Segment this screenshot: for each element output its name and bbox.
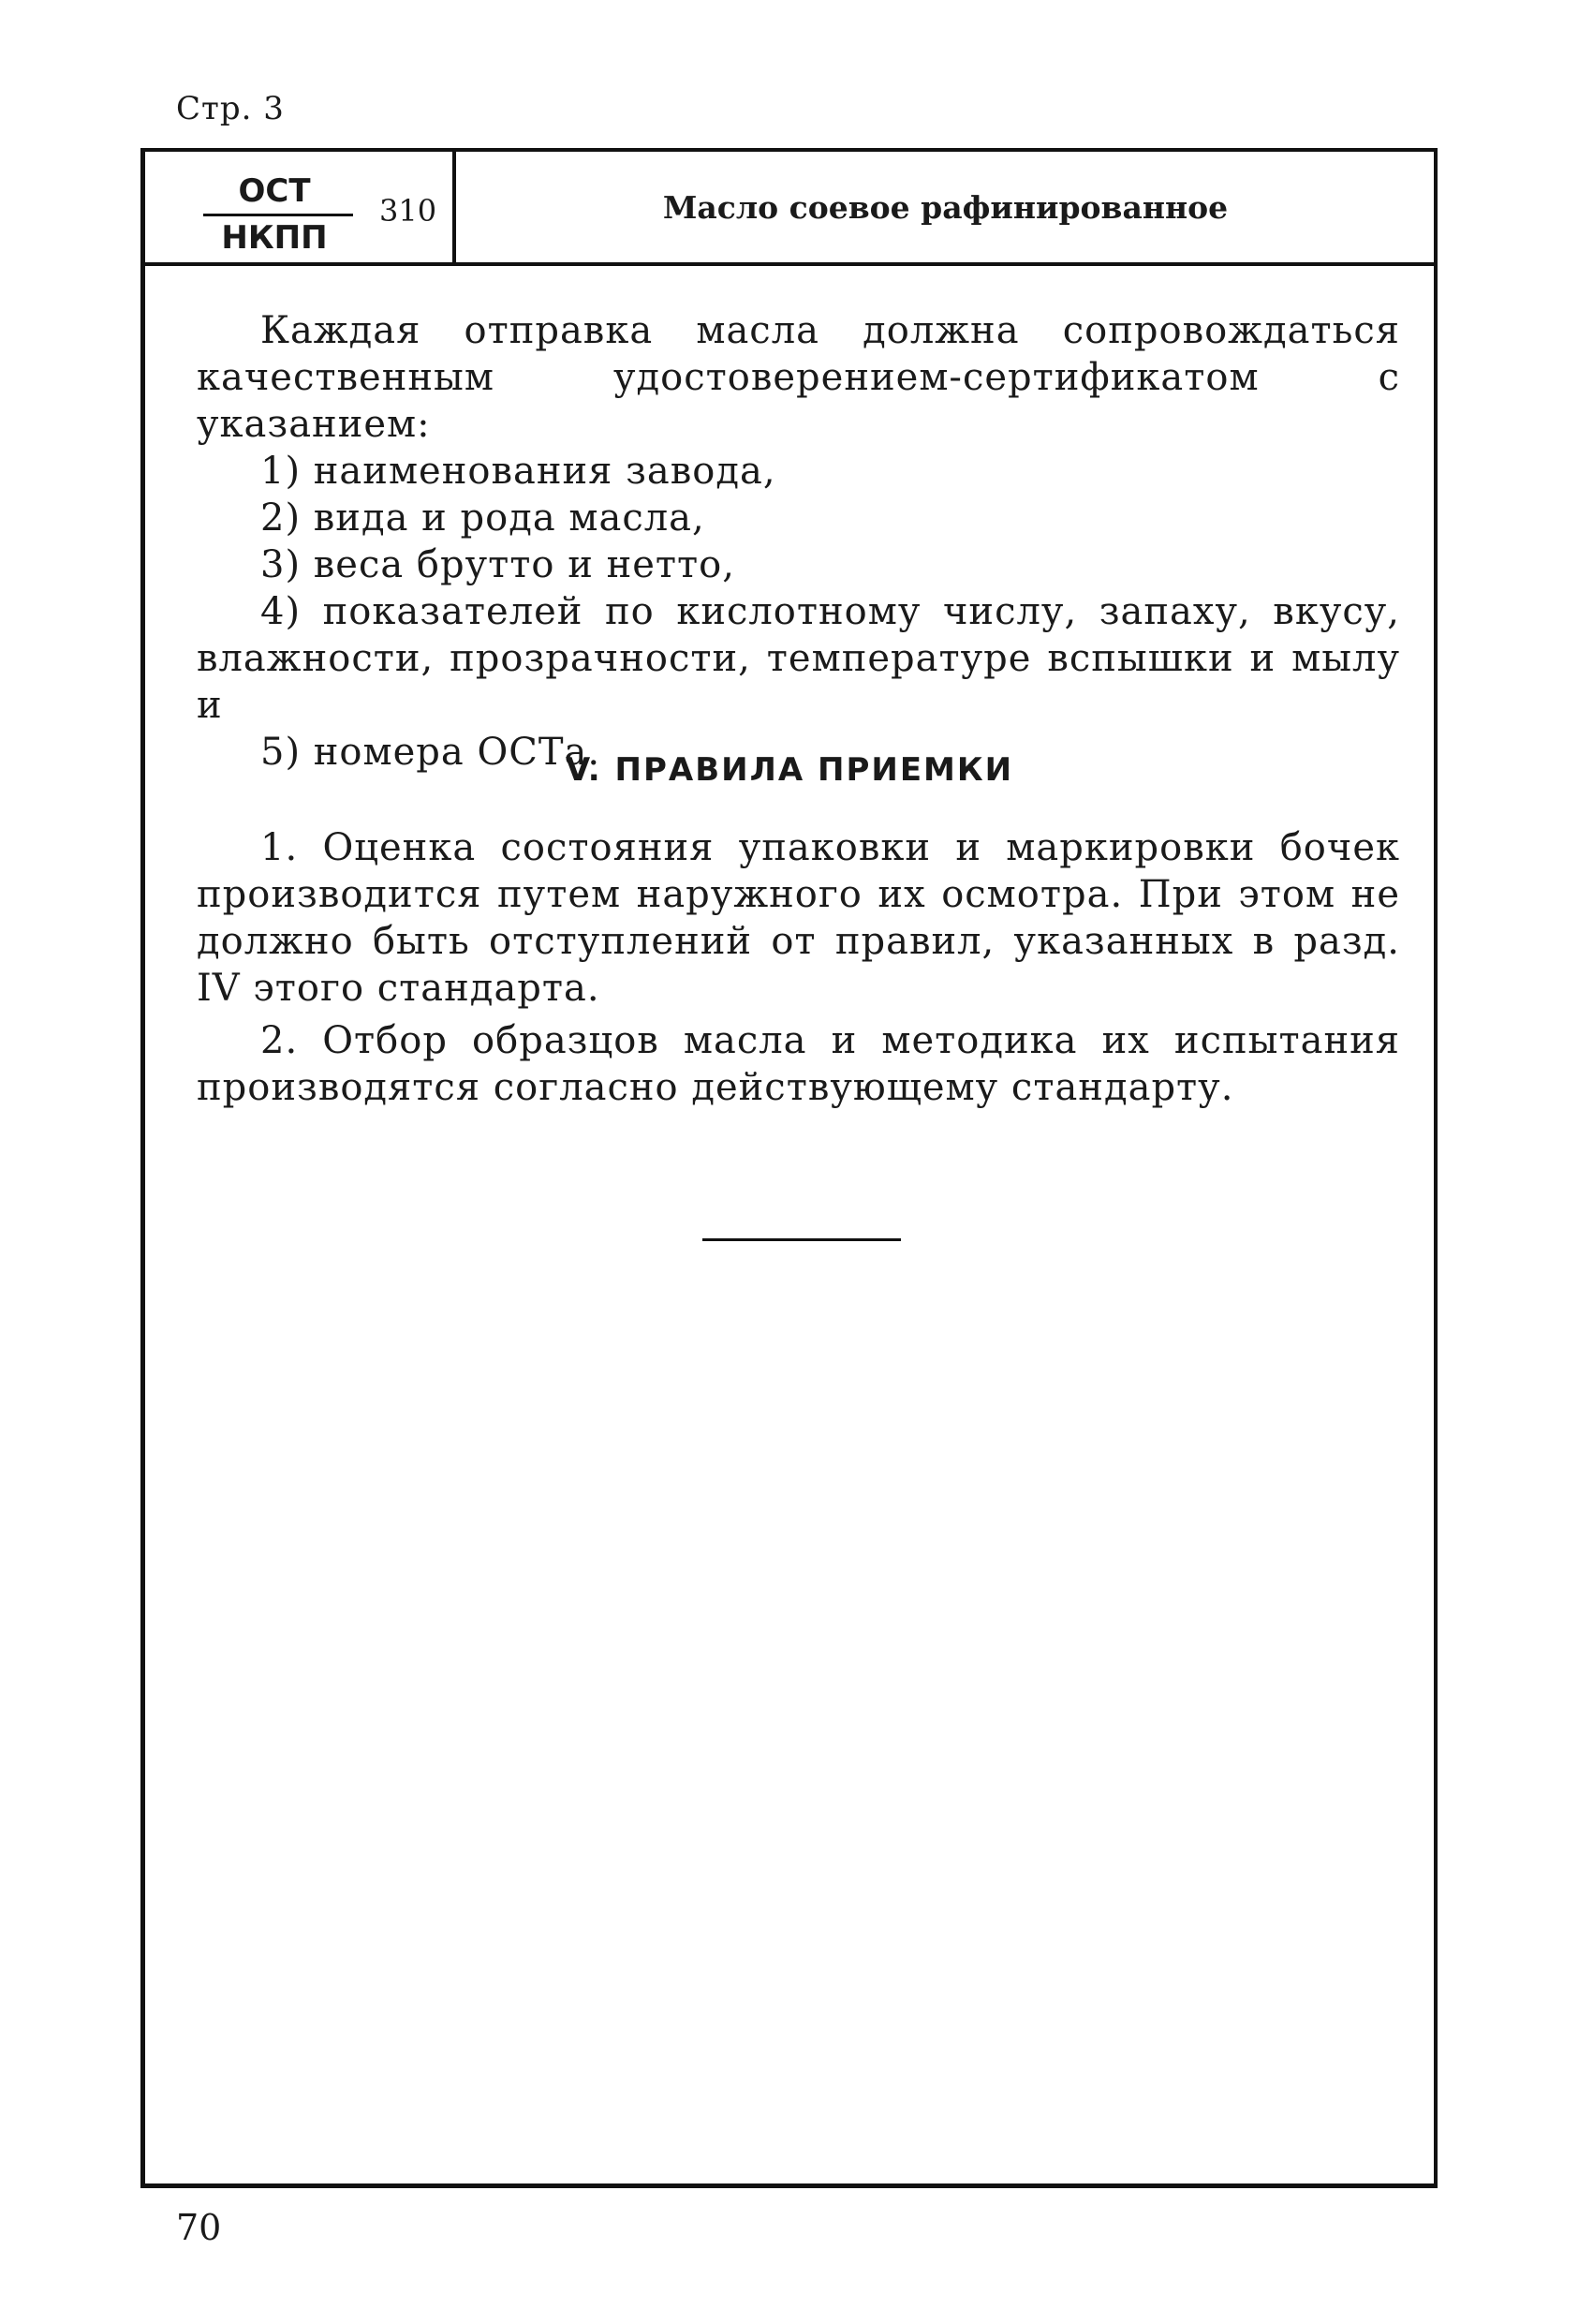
page-number: 70 xyxy=(176,2207,222,2248)
list-item: 2) вида и рода масла, xyxy=(260,496,705,540)
intro-paragraph: Каждая отправка масла должна сопровождаться качественным удостоверением-сертификатом с указанием: xyxy=(197,309,1400,446)
list-item: 1) наименования завода, xyxy=(260,450,776,493)
document-title: Масло соевое рафинированное xyxy=(662,189,1229,226)
fraction-line xyxy=(203,214,353,216)
section-body xyxy=(197,824,1400,1111)
section-heading: V. ПРАВИЛА ПРИЕМКИ xyxy=(565,751,1014,789)
end-rule xyxy=(702,1238,901,1241)
page-label: Стр. 3 xyxy=(176,90,285,127)
standard-number: 310 xyxy=(379,193,437,229)
list-item: 4) показателей по кислотному числу, запаху, вкусу, влажности, прозрачности, температуре вспышки и мылу и xyxy=(197,590,1400,727)
standard-code-top: ОСТ xyxy=(238,172,311,210)
standard-code-block xyxy=(145,152,456,262)
list-item: 3) веса брутто и нетто, xyxy=(260,543,735,586)
standard-code-bottom: НКПП xyxy=(221,219,328,257)
document-header xyxy=(145,152,1434,266)
intro-block xyxy=(197,307,1400,776)
section-paragraph: 1. Оценка состояния упаковки и маркировки бочек производится путем наружного их осмотра. При этом не должно быть отступлений от правил, указанных в разд. IV этого стандарта. xyxy=(197,826,1400,1010)
section-paragraph: 2. Отбор образцов масла и методика их испытания производятся согласно действующему стандарту. xyxy=(197,1019,1400,1109)
list-item: 5) номера ОСТа. xyxy=(260,731,601,774)
document-frame xyxy=(140,148,1438,2188)
